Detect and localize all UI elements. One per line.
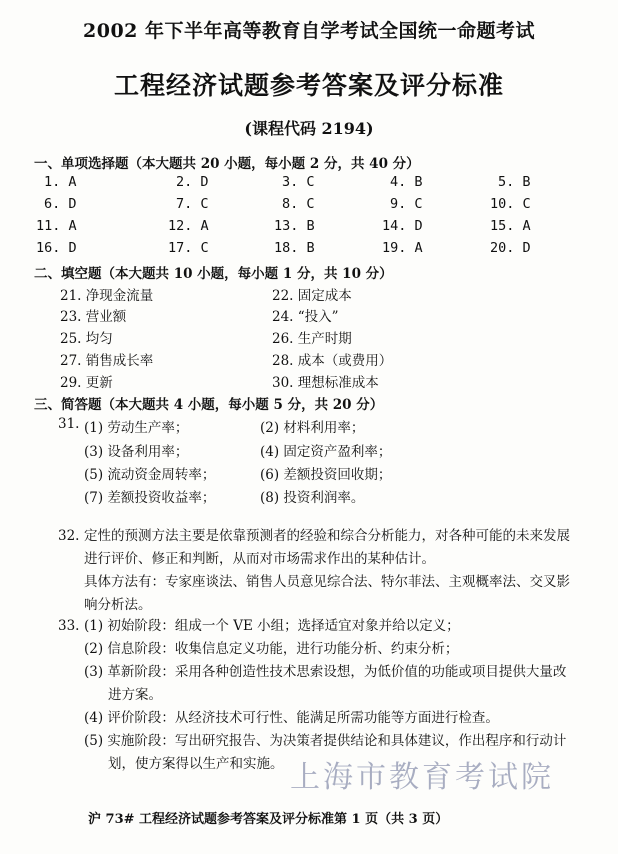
answer-line: 进方案。: [108, 687, 162, 703]
answer-line: (4) 评价阶段：从经济技术可行性、能满足所需功能等方面进行检查。: [84, 710, 499, 726]
mc-answer: 3. C: [282, 174, 315, 190]
fill-answer: 25. 均匀: [60, 331, 113, 347]
mc-answer: 19. A: [382, 240, 423, 256]
question-number: 33.: [58, 618, 80, 634]
fill-answer: 28. 成本（或费用）: [272, 353, 393, 369]
fill-answer: 27. 销售成长率: [60, 353, 154, 369]
question-number: 32.: [58, 528, 80, 544]
exam-title: 2002 年下半年高等教育自学考试全国统一命题考试: [83, 20, 535, 42]
institution-stamp: 上海市教育考试院: [290, 760, 554, 795]
mc-answer: 7. C: [176, 196, 209, 212]
mc-answer: 13. B: [274, 218, 315, 234]
mc-answer: 18. B: [274, 240, 315, 256]
answer-line: 划，使方案得以生产和实施。: [108, 756, 284, 772]
fill-answer: 22. 固定成本: [272, 288, 352, 304]
mc-answer: 12. A: [168, 218, 209, 234]
short-answer-item: (6) 差额投资回收期；: [260, 467, 392, 483]
page-footer: 沪 73# 工程经济试题参考答案及评分标准第 1 页（共 3 页）: [88, 812, 449, 827]
section-2-heading: 二、填空题（本大题共 10 小题，每小题 1 分，共 10 分）: [34, 266, 393, 282]
question-number: 31.: [58, 416, 80, 432]
answer-line: 进行评价、修正和判断，从而对市场需求作出的某种估计。: [84, 551, 435, 567]
short-answer-item: (3) 设备利用率；: [84, 444, 189, 460]
course-code: (课程代码 2194): [244, 119, 374, 138]
mc-answer: 2. D: [176, 174, 209, 190]
mc-answer: 5. B: [498, 174, 531, 190]
mc-answer: 11. A: [36, 218, 77, 234]
answer-line: 具体方法有：专家座谈法、销售人员意见综合法、特尔菲法、主观概率法、交叉影: [84, 574, 570, 590]
fill-answer: 21. 净现金流量: [60, 288, 154, 304]
mc-answer: 20. D: [490, 240, 531, 256]
mc-answer: 1. A: [44, 174, 77, 190]
fill-answer: 24. “投入”: [272, 309, 339, 325]
short-answer-item: (8) 投资利润率。: [260, 490, 365, 506]
fill-answer: 23. 营业额: [60, 309, 127, 325]
short-answer-item: (2) 材料利用率；: [260, 420, 365, 436]
answer-line: 定性的预测方法主要是依靠预测者的经验和综合分析能力，对各种可能的未来发展: [84, 528, 570, 544]
mc-answer: 14. D: [382, 218, 423, 234]
document-title: 工程经济试题参考答案及评分标准: [113, 71, 504, 100]
answer-line: (1) 初始阶段：组成一个 VE 小组；选择适宜对象并给以定义；: [84, 618, 460, 634]
short-answer-item: (1) 劳动生产率；: [84, 420, 189, 436]
short-answer-item: (7) 差额投资收益率；: [84, 490, 216, 506]
mc-answer: 6. D: [44, 196, 77, 212]
mc-answer: 4. B: [390, 174, 423, 190]
short-answer-item: (5) 流动资金周转率；: [84, 467, 216, 483]
mc-answer: 16. D: [36, 240, 77, 256]
answer-line: (3) 革新阶段：采用各种创造性技术思索设想，为低价值的功能或项目提供大量改: [84, 664, 567, 680]
mc-answer: 9. C: [390, 196, 423, 212]
mc-answer: 10. C: [490, 196, 531, 212]
section-1-heading: 一、单项选择题（本大题共 20 小题，每小题 2 分，共 40 分）: [34, 156, 420, 172]
fill-answer: 30. 理想标准成本: [272, 375, 379, 391]
section-3-heading: 三、简答题（本大题共 4 小题，每小题 5 分，共 20 分）: [34, 397, 384, 413]
answer-line: 响分析法。: [84, 597, 152, 613]
fill-answer: 29. 更新: [60, 375, 113, 391]
mc-answer: 17. C: [168, 240, 209, 256]
answer-line: (5) 实施阶段：写出研究报告、为决策者提供结论和具体建议，作出程序和行动计: [84, 733, 567, 749]
mc-answer: 15. A: [490, 218, 531, 234]
fill-answer: 26. 生产时期: [272, 331, 352, 347]
mc-answer: 8. C: [282, 196, 315, 212]
short-answer-item: (4) 固定资产盈利率；: [260, 444, 392, 460]
answer-line: (2) 信息阶段：收集信息定义功能，进行功能分析、约束分析；: [84, 641, 459, 657]
